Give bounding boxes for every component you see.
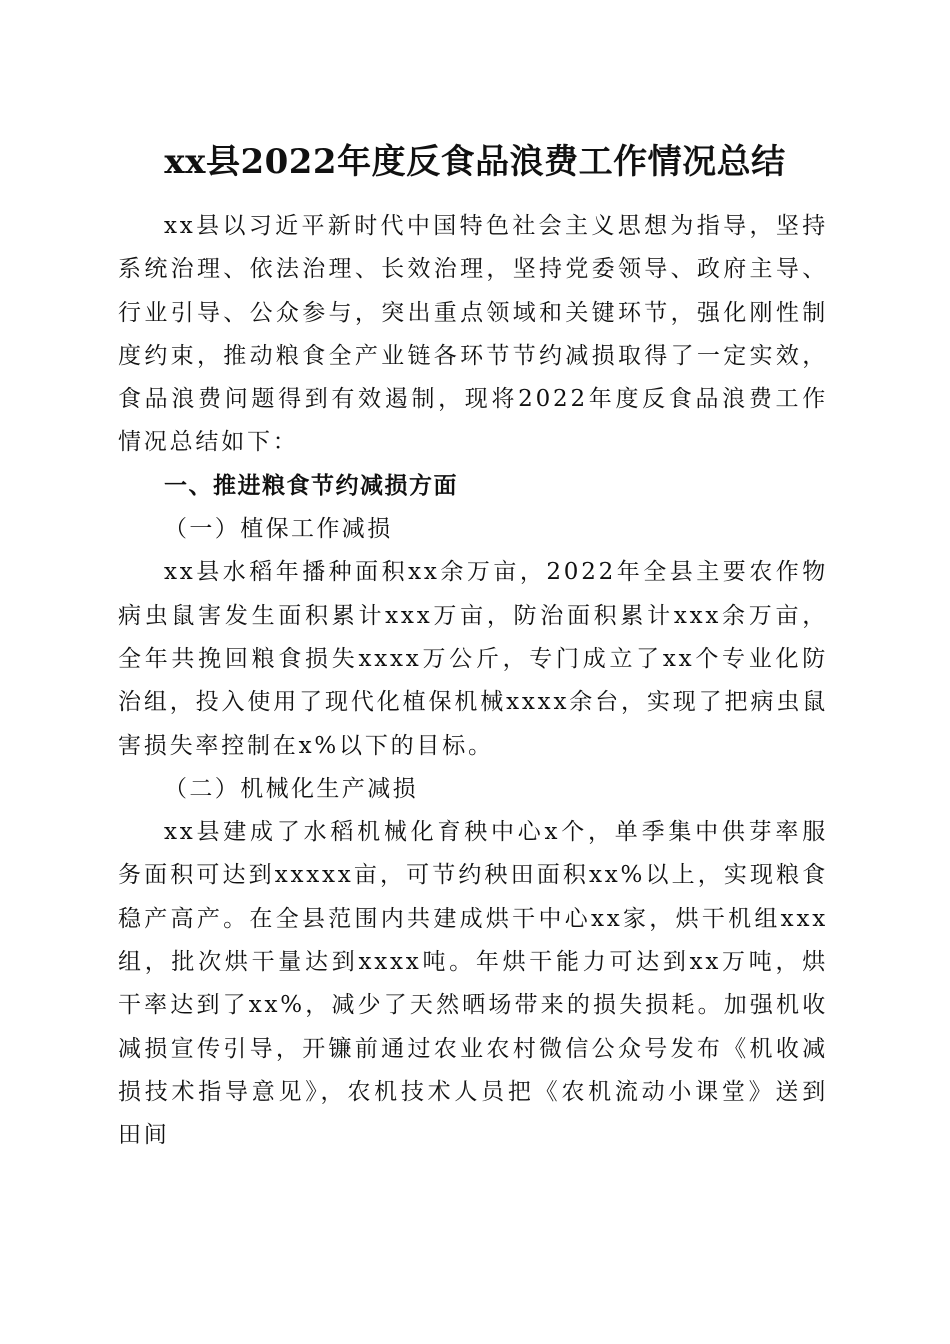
subsection-heading: （二）机械化生产减损 (164, 775, 418, 802)
document-body (118, 205, 828, 1158)
body-paragraph: xx县水稻年播种面积xx余万亩，2022年全县主要农作物病虫鼠害发生面积累计xxx万亩，防治面积累计xxx余万亩，全年共挽回粮食损失xxxx万公斤，专门成立了xx个专业化防治组，投入使用了现代化植保机械xxxx余台，实现了把病虫鼠害损失率控制在x%以下的目标。 (118, 559, 828, 759)
subsection-heading: （一）植保工作减损 (164, 516, 393, 543)
intro-paragraph: xx县以习近平新时代中国特色社会主义思想为指导，坚持系统治理、依法治理、长效治理，坚持党委领导、政府主导、行业引导、公众参与，突出重点领域和关键环节，强化刚性制度约束，推动粮食全产业链各环节节约减损取得了一定实效，食品浪费问题得到有效遏制，现将2022年度反食品浪费工作情况总结如下： (118, 213, 828, 456)
section-heading: 一、推进粮食节约减损方面 (164, 472, 458, 499)
document-title: xx县2022年度反食品浪费工作情况总结 (164, 142, 786, 182)
body-paragraph: xx县建成了水稻机械化育秧中心x个，单季集中供芽率服务面积可达到xxxxx亩，可节约秧田面积xx%以上，实现粮食稳产高产。在全县范围内共建成烘干中心xx家，烘干机组xxx组，批次烘干量达到xxxx吨。年烘干能力可达到xx万吨，烘干率达到了xx%，减少了天然晒场带来的损失损耗。加强机收减损宣传引导，开镰前通过农业农村微信公众号发布《机收减损技术指导意见》，农机技术人员把《农机流动小课堂》送到田间 (118, 819, 828, 1149)
